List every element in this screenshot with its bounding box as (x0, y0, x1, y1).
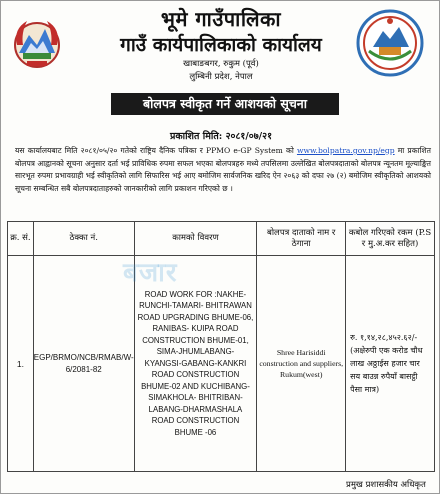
publication-date: प्रकाशित मिति: २०८१/०७/२१ (169, 131, 273, 142)
col-header-contract: ठेक्का नं. (33, 222, 134, 256)
table-header-row (8, 222, 435, 256)
nepal-coat-of-arms-icon (9, 15, 65, 71)
col-header-bidder: बोलपत्र दाताको नाम र ठेगाना (257, 222, 346, 256)
notice-body-part-2: मा प्रकाशित बोलपत्र आह्वानको सूचना अनुसार दर्ता भई प्राविधिक रुपमा सफल भएका बोलपत्रहरु मध्ये तपसिलमा उल्लेखित बोलपत्रदाताको बोलपत्र न्यूनतम मूल्याङ्कित सारभूत रुपमा प्रभावग्राही भई स्वीकृतिको लागि सिफारिस भई आए बमोजिम सार्वजनिक खरिद ऐन २०६३ को दफा २७ (२) बमोजिम स्वीकृतिको आशयको सूचना सम्बन्धित सबै बोलपत्रदाताहरुको जानकारीको लागि प्रकाशन गरिएको छ । (15, 146, 431, 193)
watermark: बजार (123, 257, 178, 287)
bid-table (7, 221, 435, 472)
office-name: गाउँ कार्यपालिकाको कार्यालय (120, 34, 322, 56)
col-header-sn: क्र. सं. (8, 222, 34, 256)
cell-amount (346, 256, 435, 472)
office-address: खाबाङबगर, रुकुम (पूर्व) (183, 59, 259, 69)
municipality-logo-icon (355, 7, 425, 79)
letterhead (1, 1, 440, 91)
notice-body (15, 145, 431, 195)
province-name: लुम्बिनी प्रदेश, नेपाल (189, 72, 253, 82)
cell-bidder: Shree Harisiddi construction and suppliers, Rukum(west) (257, 256, 346, 472)
signature-title: प्रमुख प्रशासकीय अधिकृत (346, 480, 426, 490)
amount-figure: रु. १,१४,२८,४५२.६२/- (350, 333, 418, 342)
notice-body-part-1: यस कार्यालयबाट मिति २०८१/०५/२० गतेको राष्ट्रिय दैनिक पत्रिका र PPMO e-GP System को (15, 146, 297, 155)
cell-work-description: ROAD WORK FOR :NAKHE- RUNCHI-TAMARI- BHITRAWAN ROAD UPGRADING BHUME-06, RANIBAS- KUIPA ROAD CONSTRUCTION BHUME-01, SIMA-JHUMLABANG- KYANGSI-GABANG-KANKRI ROAD CONSTRUCTION BHUME-02 AND KUCHIBANG- SIMAKHOLA- BHITRIBAN- LABANG-DHARMASHALA ROAD CONSTRUCTION BHUME -06 (134, 256, 257, 472)
col-header-amount: कबोल गरिएको रकम (P.S र मु.अ.कर सहित) (346, 222, 435, 256)
col-header-work: कामको विवरण (134, 222, 257, 256)
egp-link[interactable]: www.bolpatra.gov.np/egp (296, 146, 395, 155)
cell-contract-no: EGP/BRMO/NCB/RMAB/W-6/2081-82 (33, 256, 134, 472)
notice-title: बोलपत्र स्वीकृत गर्ने आशयको सूचना (111, 93, 339, 115)
municipality-name: भूमे गाउँपालिका (160, 7, 282, 31)
table-row (8, 256, 435, 472)
cell-sn: 1. (8, 256, 34, 472)
amount-words: (अक्षेरुपी एक करोड चौध लाख अठ्ठाईस हजार चार सय बाउन्न रुपैयाँ बासट्ठी पैसा मात्र) (350, 346, 423, 394)
